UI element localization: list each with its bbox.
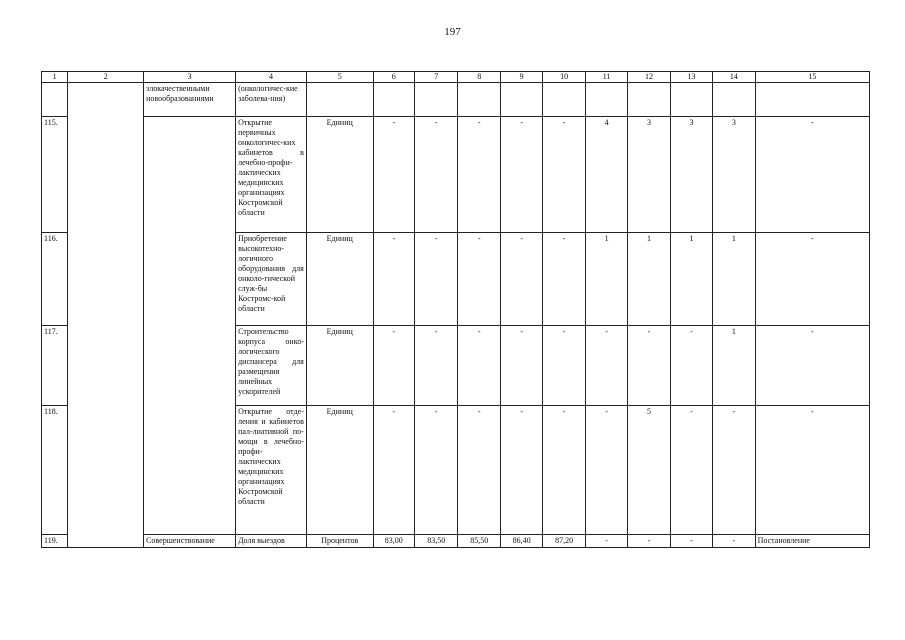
value-cell: -	[585, 535, 627, 548]
table-row	[42, 535, 870, 548]
value-cell: 3	[628, 117, 670, 233]
indicator-name-cell: Открытие отде-ления и кабинетов пал-лиативной по-мощи в лечебно-профи-лактических медицинских организациях Костромской области	[236, 406, 307, 535]
column-number: 5	[306, 72, 373, 83]
value-cell: -	[670, 326, 712, 406]
value-cell: -	[458, 117, 500, 233]
basis-cell	[755, 83, 869, 117]
page-number: 197	[444, 26, 461, 38]
value-cell: 83,00	[373, 535, 414, 548]
value-cell: 4	[585, 117, 627, 233]
value-cell: 1	[670, 233, 712, 326]
unit-cell: Единиц	[306, 326, 373, 406]
value-cell: -	[670, 535, 712, 548]
goal-cell	[144, 117, 236, 535]
value-cell: -	[543, 326, 585, 406]
value-cell: -	[415, 326, 458, 406]
value-cell: -	[585, 406, 627, 535]
value-cell: -	[500, 406, 542, 535]
column-number: 11	[585, 72, 627, 83]
basis-cell: -	[755, 406, 869, 535]
value-cell: 87,20	[543, 535, 585, 548]
column-number: 4	[236, 72, 307, 83]
row-number-cell: 117.	[42, 326, 68, 406]
value-cell: -	[543, 233, 585, 326]
unit-cell: Единиц	[306, 406, 373, 535]
value-cell: 3	[713, 117, 755, 233]
row-number-cell: 116.	[42, 233, 68, 326]
section-cell	[68, 83, 144, 548]
basis-cell: -	[755, 233, 869, 326]
row-number-cell: 115.	[42, 117, 68, 233]
value-cell	[373, 83, 414, 117]
value-cell: -	[415, 233, 458, 326]
value-cell: -	[373, 233, 414, 326]
value-cell: 1	[628, 233, 670, 326]
value-cell: -	[543, 117, 585, 233]
value-cell: 3	[670, 117, 712, 233]
value-cell	[670, 83, 712, 117]
value-cell: -	[500, 233, 542, 326]
value-cell	[543, 83, 585, 117]
column-number: 14	[713, 72, 755, 83]
value-cell: 86,40	[500, 535, 542, 548]
unit-cell: Единиц	[306, 117, 373, 233]
value-cell: -	[628, 535, 670, 548]
value-cell: -	[500, 117, 542, 233]
value-cell: -	[543, 406, 585, 535]
indicator-name-cell: Приобретение высокотехно-логичного оборудования для онколо-гической служ-бы Костромс-кой области	[236, 233, 307, 326]
unit-cell: Процентов	[306, 535, 373, 548]
value-cell	[500, 83, 542, 117]
value-cell: -	[415, 406, 458, 535]
value-cell: -	[670, 406, 712, 535]
column-number: 6	[373, 72, 414, 83]
value-cell	[713, 83, 755, 117]
column-number: 1	[42, 72, 68, 83]
value-cell: -	[713, 535, 755, 548]
column-number: 10	[543, 72, 585, 83]
value-cell: -	[373, 326, 414, 406]
row-number-cell: 119.	[42, 535, 68, 548]
indicator-name-cell: Строительство корпуса онко-логического диспансера для размещения линейных ускорителей	[236, 326, 307, 406]
indicator-name-cell: Открытие первичных онкологичес-ких кабинетов в лечебно-профи-лактических медицинских организациях Костромской области	[236, 117, 307, 233]
goal-cell: Совершенствование	[144, 535, 236, 548]
column-number: 9	[500, 72, 542, 83]
unit-cell	[306, 83, 373, 117]
value-cell: -	[458, 326, 500, 406]
column-number: 12	[628, 72, 670, 83]
unit-cell: Единиц	[306, 233, 373, 326]
table-row	[42, 117, 870, 233]
value-cell: 1	[713, 233, 755, 326]
value-cell: -	[585, 326, 627, 406]
column-number: 3	[144, 72, 236, 83]
goal-cell: злокачественными новообразованиями	[144, 83, 236, 117]
value-cell: -	[458, 406, 500, 535]
basis-cell: -	[755, 117, 869, 233]
value-cell: -	[713, 406, 755, 535]
row-number-cell: 118.	[42, 406, 68, 535]
indicators-table	[41, 71, 870, 548]
column-number: 13	[670, 72, 712, 83]
value-cell: 5	[628, 406, 670, 535]
column-number: 7	[415, 72, 458, 83]
value-cell: 1	[713, 326, 755, 406]
value-cell	[458, 83, 500, 117]
value-cell: -	[415, 117, 458, 233]
column-number: 15	[755, 72, 869, 83]
value-cell: 1	[585, 233, 627, 326]
value-cell	[585, 83, 627, 117]
column-number: 2	[68, 72, 144, 83]
value-cell: -	[373, 117, 414, 233]
value-cell	[415, 83, 458, 117]
value-cell	[628, 83, 670, 117]
basis-cell: -	[755, 326, 869, 406]
value-cell: -	[628, 326, 670, 406]
indicator-name-cell: (онкологичес-кие заболева-ния)	[236, 83, 307, 117]
table-row	[42, 83, 870, 117]
row-number-cell	[42, 83, 68, 117]
value-cell: 85,50	[458, 535, 500, 548]
value-cell: -	[458, 233, 500, 326]
column-number: 8	[458, 72, 500, 83]
value-cell: -	[373, 406, 414, 535]
indicator-name-cell: Доля выездов	[236, 535, 307, 548]
value-cell: -	[500, 326, 542, 406]
column-number-row	[42, 72, 870, 83]
basis-cell: Постановление	[755, 535, 869, 548]
value-cell: 83,50	[415, 535, 458, 548]
